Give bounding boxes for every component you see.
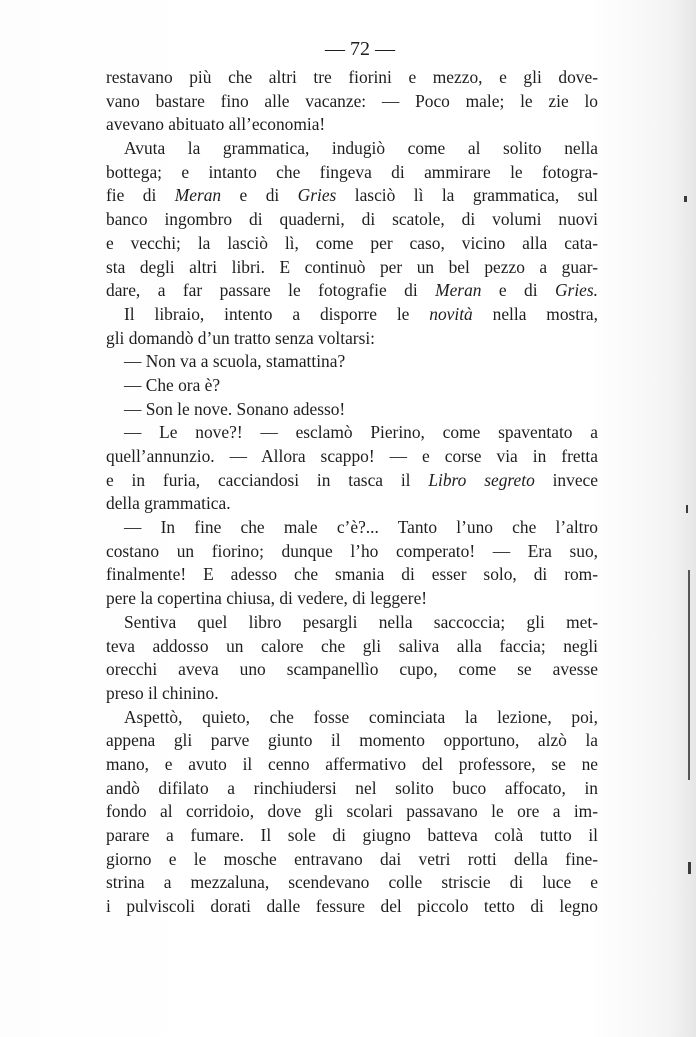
text-run: andò difilato a rinchiudersi nel solito buco affocato, in — [106, 777, 598, 798]
text-line — [106, 706, 598, 730]
text-line — [106, 516, 598, 540]
text-line — [106, 895, 598, 919]
text-run: e vecchi; la lasciò lì, come per caso, vicino alla cata- — [106, 232, 598, 253]
text-line — [106, 611, 598, 635]
text-run: vano bastare fino alle vacanze: — Poco male; le zie lo — [106, 90, 598, 111]
page-number: — 72 — — [325, 38, 395, 60]
text-run: fondo al corridoio, dove gli scolari passavano le ore a im- — [106, 801, 598, 822]
text-run: Il libraio, intento a disporre le — [124, 303, 430, 324]
text-line — [106, 256, 598, 280]
text-line — [106, 871, 598, 895]
text-run: quell’annunzio. — Allora scappo! — e corse via in fretta — [106, 446, 598, 466]
text-line — [106, 563, 598, 587]
text-run: — Non va a scuola, stamattina? — [124, 351, 346, 372]
body-text — [106, 66, 598, 919]
text-run: Avuta la grammatica, indugiò come al solito nella — [124, 138, 598, 159]
text-run: parare a fumare. Il sole di giugno batteva colà tutto il — [106, 825, 598, 845]
text-line — [106, 374, 598, 398]
text-line — [106, 421, 598, 445]
text-line — [106, 303, 598, 327]
text-line — [106, 327, 598, 351]
text-run: gli domandò d’un tratto senza voltarsi: — [106, 327, 376, 348]
text-run: giorno e le mosche entravano dai vetri rotti della fine- — [106, 848, 598, 869]
text-line — [106, 445, 598, 469]
text-line — [106, 587, 598, 611]
scan-edge-mark — [686, 505, 688, 513]
text-run: e di — [221, 185, 298, 206]
text-run: — Le nove?! — esclamò Pierino, come spaventato a — [124, 422, 598, 443]
italic-text: Libro segreto — [428, 469, 535, 490]
text-run: nella mostra, — [472, 303, 598, 324]
italic-text: novità — [429, 303, 473, 324]
scan-edge-mark — [684, 196, 687, 202]
text-line — [106, 90, 598, 114]
text-line — [106, 184, 598, 208]
italic-text: Gries. — [555, 280, 598, 301]
text-line — [106, 800, 598, 824]
text-line — [106, 540, 598, 564]
text-run: teva addosso un calore che gli saliva alla faccia; negli — [106, 635, 598, 656]
text-run: Aspettò, quieto, che fosse cominciata la lezione, poi, — [124, 706, 598, 727]
text-run: strina a mezzaluna, scendevano colle striscie di luce e — [106, 872, 598, 893]
text-line — [106, 469, 598, 493]
text-run: costano un fiorino; dunque l’ho comperato! — Era suo, — [106, 540, 598, 561]
text-run: invece — [534, 469, 598, 490]
text-line — [106, 398, 598, 422]
text-run: avevano abituato all’economia! — [106, 114, 326, 135]
text-run: — Che ora è? — [124, 374, 221, 395]
text-run: restavano più che altri tre fiorini e mezzo, e gli dove- — [106, 67, 598, 87]
text-line — [106, 824, 598, 848]
text-line — [106, 161, 598, 185]
text-run: lasciò lì la grammatica, sul — [336, 185, 598, 206]
text-line — [106, 492, 598, 516]
text-run: finalmente! E adesso che smania di esser solo, di rom- — [106, 564, 598, 585]
text-line — [106, 350, 598, 374]
text-line — [106, 729, 598, 753]
text-run: i pulviscoli dorati dalle fessure del piccolo tetto di legno — [106, 896, 598, 917]
scan-edge-mark — [688, 862, 691, 874]
text-run: — Son le nove. Sonano adesso! — [124, 398, 346, 419]
text-line — [106, 279, 598, 303]
text-run: della grammatica. — [106, 493, 231, 514]
text-run: e di — [481, 280, 555, 301]
text-line — [106, 113, 598, 137]
text-line — [106, 232, 598, 256]
text-run: preso il chinino. — [106, 682, 219, 703]
text-run: Sentiva quel libro pesargli nella saccoccia; gli met- — [124, 611, 598, 632]
text-line — [106, 682, 598, 706]
text-run: appena gli parve giunto il momento opportuno, alzò la — [106, 730, 598, 751]
text-run: bottega; e intanto che fingeva di ammirare le fotogra- — [106, 161, 598, 182]
text-run: pere la copertina chiusa, di vedere, di leggere! — [106, 588, 428, 609]
text-run: e in furia, cacciandosi in tasca il — [106, 469, 429, 490]
text-run: mano, e avuto il cenno affermativo del professore, se ne — [106, 753, 598, 774]
scan-edge-mark — [688, 570, 690, 780]
italic-text: Meran — [174, 185, 222, 206]
text-line — [106, 137, 598, 161]
text-run: fie di — [106, 185, 175, 206]
text-run: orecchi aveva uno scampanellìo cupo, come se avesse — [106, 659, 598, 680]
text-line — [106, 777, 598, 801]
text-run: banco ingombro di quaderni, di scatole, di volumi nuovi — [106, 209, 598, 230]
italic-text: Meran — [435, 280, 482, 301]
text-run: — In fine che male c’è?... Tanto l’uno che l’altro — [124, 517, 598, 538]
text-run: dare, a far passare le fotografie di — [106, 280, 436, 301]
text-line — [106, 848, 598, 872]
text-line — [106, 635, 598, 659]
italic-text: Gries — [297, 185, 337, 206]
text-line — [106, 753, 598, 777]
text-run: sta degli altri libri. E continuò per un bel pezzo a guar- — [106, 256, 598, 277]
text-line — [106, 208, 598, 232]
text-line — [106, 66, 598, 90]
text-line — [106, 658, 598, 682]
